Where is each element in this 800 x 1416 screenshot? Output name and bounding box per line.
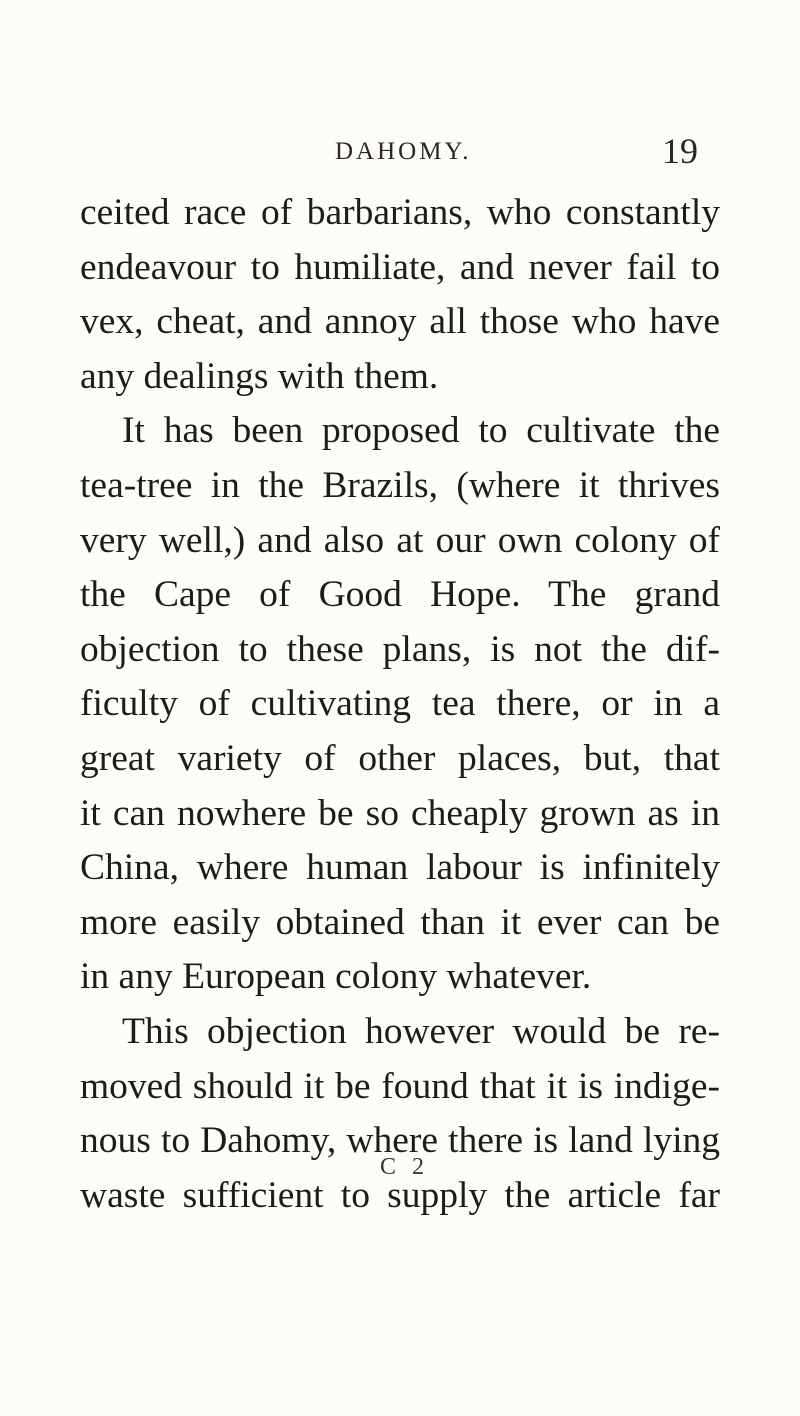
text-line: vex, cheat, and annoy all those who have	[80, 301, 720, 343]
text-line: ficulty of cultivating tea there, or in a	[80, 683, 720, 725]
text-line: great variety of other places, but, that	[80, 737, 720, 779]
text-line: very well,) and also at our own colony of	[80, 519, 720, 561]
signature-mark: C 2	[380, 1154, 430, 1180]
text-line: more easily obtained than it ever can be	[80, 901, 720, 943]
text-line: waste sufficient to supply the article far	[80, 1174, 720, 1216]
text-line: it can nowhere be so cheaply grown as in	[80, 792, 720, 834]
text-line: China, where human labour is infinitely	[80, 847, 720, 889]
text-line: endeavour to humiliate, and never fail to	[80, 246, 720, 288]
page-number: 19	[662, 131, 698, 171]
text-line: the Cape of Good Hope. The grand	[80, 574, 720, 616]
text-line: in any European colony whatever.	[80, 956, 592, 998]
text-line: any dealings with them.	[80, 355, 439, 397]
paragraph-start-line: It has been proposed to cultivate the	[122, 410, 720, 452]
text-line: tea-tree in the Brazils, (where it thrives	[80, 464, 720, 506]
text-line: objection to these plans, is not the dif-	[80, 628, 720, 670]
text-line: moved should it be found that it is indige-	[80, 1065, 720, 1107]
text-line: ceited race of barbarians, who constantly	[80, 192, 720, 233]
body-text	[80, 186, 720, 1223]
paragraph-start-line: This objection however would be re-	[122, 1010, 720, 1052]
running-head	[0, 131, 800, 178]
text-line: nous to Dahomy, where there is land lying	[80, 1120, 720, 1162]
running-title: DAHOMY.	[335, 138, 472, 165]
